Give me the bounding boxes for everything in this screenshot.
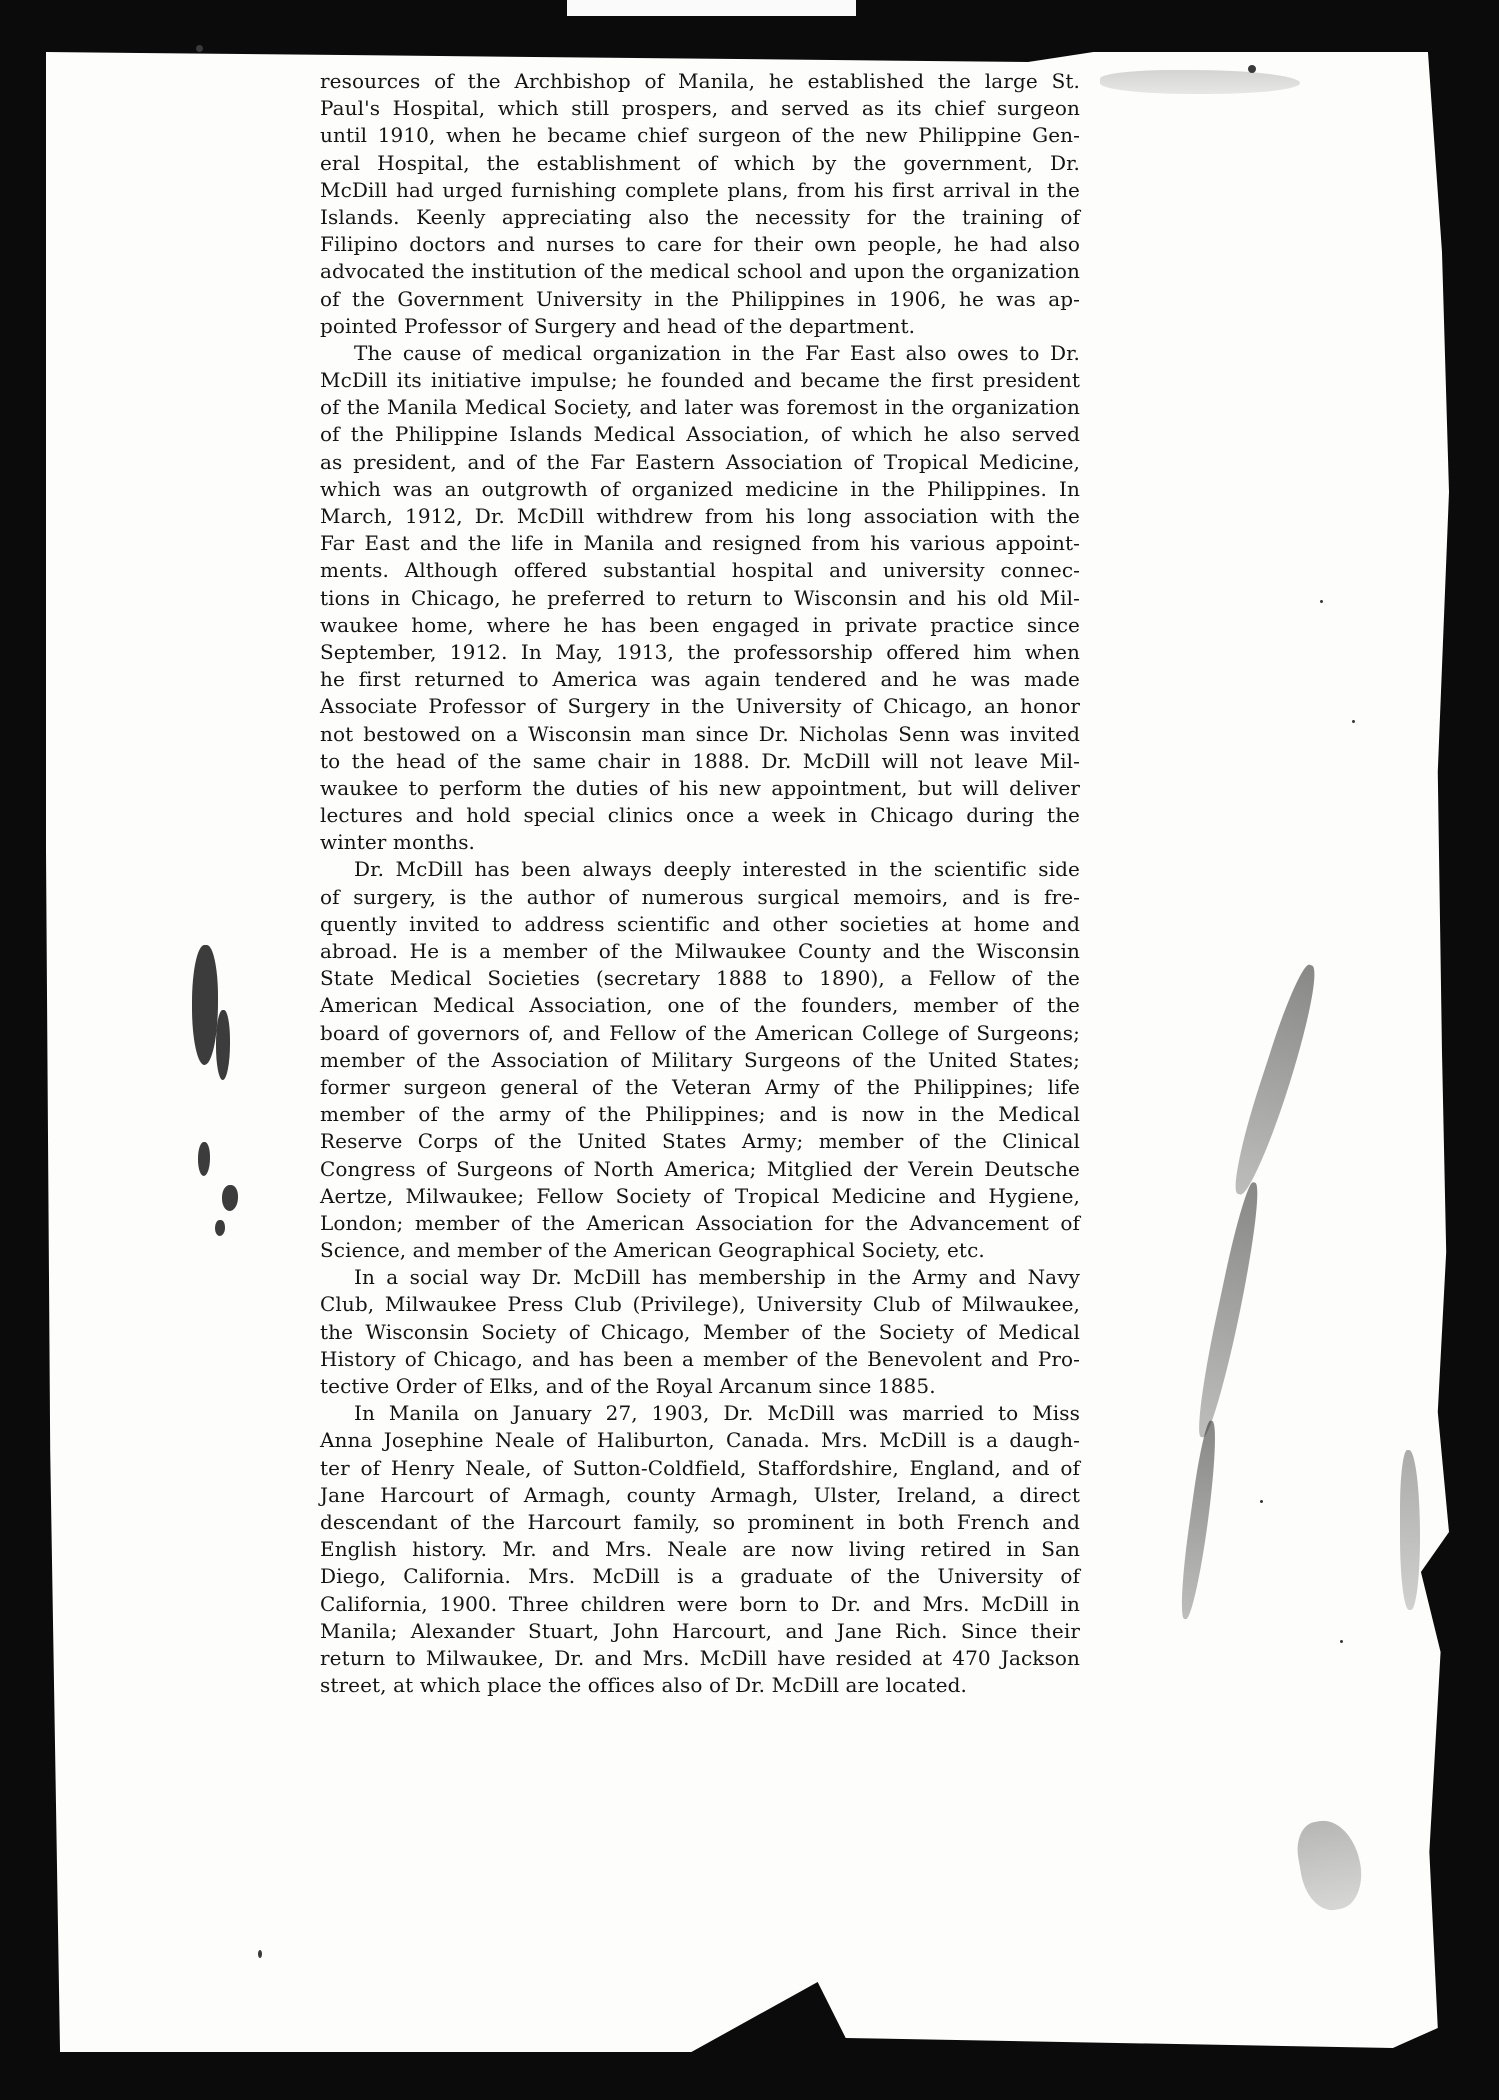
text-line: Islands. Keenly appreciating also the necessity for the training of <box>320 204 1080 229</box>
dust-speck <box>1352 720 1355 723</box>
text-line: former surgeon general of the Veteran Army of the Philippines; life <box>320 1074 1080 1099</box>
text-line: member of the army of the Philippines; and is now in the Medical <box>320 1102 1080 1127</box>
text-line: which was an outgrowth of organized medicine in the Philippines. In <box>320 476 1080 501</box>
text-line: not bestowed on a Wisconsin man since Dr. Nicholas Senn was invited <box>320 721 1080 746</box>
text-line: the Wisconsin Society of Chicago, Member of the Society of Medical <box>320 1319 1080 1344</box>
text-line: Club, Milwaukee Press Club (Privilege), University Club of Milwaukee, <box>320 1292 1080 1317</box>
text-line: State Medical Societies (secretary 1888 to 1890), a Fellow of the <box>320 966 1080 991</box>
text-line: ter of Henry Neale, of Sutton-Coldfield, Staffordshire, England, and of <box>320 1455 1080 1480</box>
text-line: of the Manila Medical Society, and later was foremost in the organization <box>320 395 1080 420</box>
text-line: board of governors of, and Fellow of the American College of Surgeons; <box>320 1020 1080 1045</box>
tear-shadow <box>1100 70 1300 94</box>
text-line: advocated the institution of the medical school and upon the organization <box>320 259 1080 284</box>
text-line: Paul's Hospital, which still prospers, and served as its chief surgeon <box>320 96 1080 121</box>
text-line: lectures and hold special clinics once a week in Chicago during the <box>320 803 1080 828</box>
text-line: tions in Chicago, he preferred to return to Wisconsin and his old Mil- <box>320 585 1080 610</box>
text-line: American Medical Association, one of the founders, member of the <box>320 993 1080 1018</box>
text-line: street, at which place the offices also of Dr. McDill are located. <box>320 1673 967 1698</box>
text-line: Science, and member of the American Geographical Society, etc. <box>320 1238 985 1263</box>
text-line: Filipino doctors and nurses to care for their own people, he had also <box>320 232 1080 257</box>
dust-speck <box>258 1950 262 1958</box>
text-line: as president, and of the Far Eastern Association of Tropical Medicine, <box>320 449 1080 474</box>
text-line: of surgery, is the author of numerous surgical memoirs, and is fre- <box>320 884 1080 909</box>
dust-speck <box>196 45 203 52</box>
text-line: to the head of the same chair in 1888. Dr. McDill will not leave Mil- <box>320 748 1080 773</box>
text-line: California, 1900. Three children were born to Dr. and Mrs. McDill in <box>320 1591 1080 1616</box>
text-line: Jane Harcourt of Armagh, county Armagh, Ulster, Ireland, a direct <box>320 1482 1080 1507</box>
text-line: Aertze, Milwaukee; Fellow Society of Tropical Medicine and Hygiene, <box>320 1183 1080 1208</box>
text-line: McDill its initiative impulse; he founded and became the first president <box>320 368 1080 393</box>
text-line: waukee to perform the duties of his new appointment, but will deliver <box>320 775 1080 800</box>
text-line: member of the Association of Military Surgeons of the United States; <box>320 1047 1080 1072</box>
text-line: return to Milwaukee, Dr. and Mrs. McDill have resided at 470 Jackson <box>320 1645 1080 1670</box>
text-line: The cause of medical organization in the Far East also owes to Dr. <box>354 340 1080 365</box>
text-line: resources of the Archbishop of Manila, he established the large St. <box>320 69 1080 93</box>
text-line: Manila; Alexander Stuart, John Harcourt, and Jane Rich. Since their <box>320 1618 1080 1643</box>
text-line: Congress of Surgeons of North America; Mitglied der Verein Deutsche <box>320 1156 1080 1181</box>
text-line: In a social way Dr. McDill has membership in the Army and Navy <box>354 1265 1080 1290</box>
text-line: descendant of the Harcourt family, so prominent in both French and <box>320 1509 1080 1534</box>
text-line: Far East and the life in Manila and resigned from his various appoint- <box>320 531 1080 556</box>
text-line: London; member of the American Association for the Advancement of <box>320 1210 1080 1235</box>
text-line: tective Order of Elks, and of the Royal Arcanum since 1885. <box>320 1374 936 1398</box>
document-body <box>320 68 1080 1699</box>
text-line: In Manila on January 27, 1903, Dr. McDill was married to Miss <box>354 1401 1080 1426</box>
text-line: Reserve Corps of the United States Army; member of the Clinical <box>320 1129 1080 1154</box>
text-line: Anna Josephine Neale of Haliburton, Canada. Mrs. McDill is a daugh- <box>320 1428 1080 1453</box>
text-line: ments. Although offered substantial hospital and university connec- <box>320 558 1080 583</box>
scanner-top-tab <box>567 0 856 16</box>
text-line: quently invited to address scientific and other societies at home and <box>320 911 1080 936</box>
text-line: March, 1912, Dr. McDill withdrew from his long association with the <box>320 504 1080 528</box>
text-line: eral Hospital, the establishment of which by the government, Dr. <box>320 150 1080 175</box>
dust-speck <box>1248 65 1256 73</box>
text-line: English history. Mr. and Mrs. Neale are now living retired in San <box>320 1537 1080 1562</box>
text-line: Diego, California. Mrs. McDill is a graduate of the University of <box>320 1564 1080 1589</box>
text-line: waukee home, where he has been engaged in private practice since <box>320 612 1080 637</box>
text-line: winter months. <box>320 830 476 855</box>
text-line: pointed Professor of Surgery and head of the department. <box>320 313 916 338</box>
text-line: until 1910, when he became chief surgeon of the new Philippine Gen- <box>320 123 1080 148</box>
text-line: September, 1912. In May, 1913, the professorship offered him when <box>320 639 1080 664</box>
text-line: of the Government University in the Philippines in 1906, he was ap- <box>320 286 1080 311</box>
text-line: McDill had urged furnishing complete plans, from his first arrival in the <box>320 177 1080 202</box>
dust-speck <box>1340 1640 1343 1643</box>
text-line: Associate Professor of Surgery in the University of Chicago, an honor <box>320 694 1080 719</box>
text-line: he first returned to America was again tendered and he was made <box>320 667 1080 692</box>
text-line: History of Chicago, and has been a member of the Benevolent and Pro- <box>320 1346 1080 1371</box>
text-line: of the Philippine Islands Medical Association, of which he also served <box>320 422 1080 447</box>
text-line: Dr. McDill has been always deeply interested in the scientific side <box>354 857 1080 882</box>
text-line: abroad. He is a member of the Milwaukee County and the Wisconsin <box>320 939 1080 963</box>
dust-speck <box>1260 1500 1263 1503</box>
dust-speck <box>1320 600 1323 603</box>
